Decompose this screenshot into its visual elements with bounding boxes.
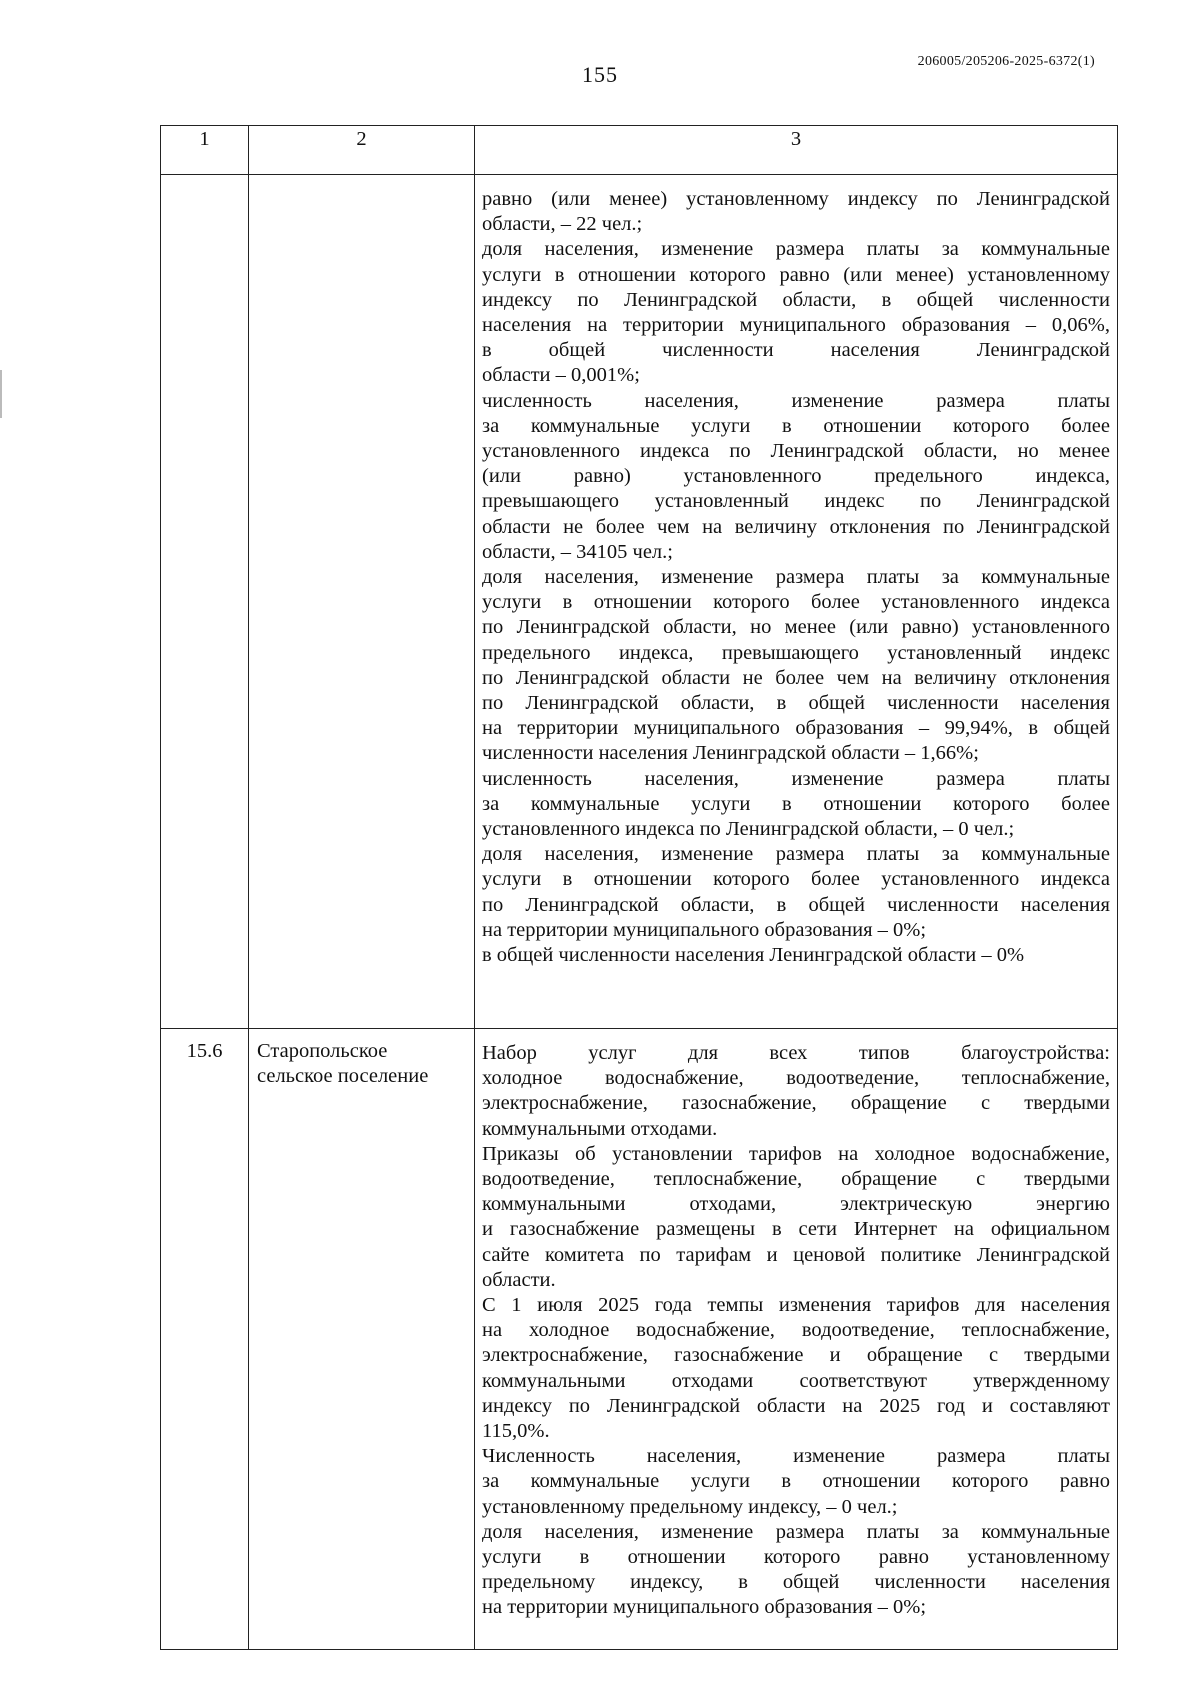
text-line: населения на территории муниципального образования – 0,06%, — [482, 314, 1110, 337]
settlement-name-cell — [249, 175, 475, 1029]
text-line: доля населения, изменение размера платы за коммунальные — [482, 1520, 1110, 1543]
scan-margin-mark — [0, 370, 2, 418]
document-id: 206005/205206-2025-6372(1) — [917, 54, 1095, 69]
text-line: электроснабжение, газоснабжение, обращение с твердыми — [482, 1092, 1110, 1115]
text-line: и газоснабжение размещены в сети Интернет на официальном — [482, 1218, 1110, 1241]
text-line: области. — [482, 1268, 556, 1291]
settlement-name-line: Старопольское — [257, 1040, 388, 1062]
text-line: за коммунальные услуги в отношении которого более — [482, 414, 1110, 437]
text-line: численность населения, изменение размера платы — [482, 767, 1110, 790]
text-line: установленного индекса по Ленинградской области, но менее — [482, 440, 1110, 463]
header-col-1: 1 — [161, 126, 249, 175]
text-line: индексу по Ленинградской области на 2025 год и составляют — [482, 1394, 1110, 1417]
text-line: (или равно) установленного предельного индекса, — [482, 465, 1110, 488]
text-line: установленного индекса по Ленинградской области, – 0 чел.; — [482, 818, 1015, 841]
text-line: услуги в отношении которого более установленного индекса — [482, 868, 1110, 891]
text-line: по Ленинградской области, в общей численности населения — [482, 893, 1110, 916]
text-line: по Ленинградской области не более чем на величину отклонения — [482, 666, 1110, 689]
row-number-cell: 15.6 — [161, 1029, 249, 1650]
header-col-3: 3 — [475, 126, 1118, 175]
text-line: равно (или менее) установленному индексу по Ленинградской — [482, 188, 1110, 210]
text-line: сайте комитета по тарифам и ценовой политике Ленинградской — [482, 1243, 1110, 1266]
text-line: на территории муниципального образования – 0%; — [482, 918, 927, 941]
text-line: предельному индексу, в общей численности населения — [482, 1571, 1110, 1594]
text-line: по Ленинградской области, в общей численности населения — [482, 692, 1110, 715]
text-line: на территории муниципального образования – 0%; — [482, 1596, 927, 1619]
description-cell — [475, 175, 1118, 1029]
text-line: в общей численности населения Ленинградской — [482, 339, 1110, 362]
text-line: численность населения, изменение размера платы — [482, 389, 1110, 412]
page-number: 155 — [582, 62, 618, 87]
text-line: водоотведение, теплоснабжение, обращение с твердыми — [482, 1168, 1110, 1191]
text-line: 115,0%. — [482, 1420, 550, 1443]
text-line: услуги в отношении которого равно (или менее) установленному — [482, 263, 1110, 286]
table-row-15-6 — [161, 1029, 1118, 1650]
text-line: Набор услуг для всех типов благоустройства: — [482, 1042, 1110, 1064]
text-line: за коммунальные услуги в отношении которого равно — [482, 1470, 1110, 1493]
text-line: на холодное водоснабжение, водоотведение, теплоснабжение, — [482, 1319, 1110, 1342]
text-line: области, – 22 чел.; — [482, 213, 643, 236]
text-line: доля населения, изменение размера платы за коммунальные — [482, 238, 1110, 261]
text-line: установленному предельному индексу, – 0 чел.; — [482, 1495, 898, 1518]
text-line: области, – 34105 чел.; — [482, 540, 673, 563]
text-line: Численность населения, изменение размера платы — [482, 1445, 1110, 1468]
row-number-cell — [161, 175, 249, 1029]
description-cell — [475, 1029, 1118, 1650]
text-line: коммунальными отходами. — [482, 1117, 718, 1140]
text-line: коммунальными отходами соответствуют утвержденному — [482, 1369, 1110, 1392]
tariff-table — [160, 125, 1118, 1650]
text-line: индексу по Ленинградской области, в общей численности — [482, 288, 1110, 311]
text-line: Приказы об установлении тарифов на холодное водоснабжение, — [482, 1142, 1110, 1165]
settlement-name-line: сельское поселение — [257, 1065, 429, 1088]
text-line: в общей численности населения Ленинградской области – 0% — [482, 944, 1025, 967]
header-col-2: 2 — [249, 126, 475, 175]
table-header-row — [161, 126, 1118, 175]
text-line: доля населения, изменение размера платы за коммунальные — [482, 843, 1110, 866]
text-line: услуги в отношении которого более установленного индекса — [482, 591, 1110, 614]
text-line: коммунальными отходами, электрическую энергию — [482, 1193, 1110, 1216]
text-line: превышающего установленный индекс по Ленинградской — [482, 490, 1110, 513]
description-lines — [482, 1041, 1110, 1621]
description-lines — [482, 187, 1110, 968]
text-line: электроснабжение, газоснабжение и обращение с твердыми — [482, 1344, 1110, 1367]
text-line: услуги в отношении которого равно установленному — [482, 1546, 1110, 1569]
text-line: холодное водоснабжение, водоотведение, теплоснабжение, — [482, 1067, 1110, 1090]
text-line: области не более чем на величину отклонения по Ленинградской — [482, 515, 1110, 538]
settlement-name-cell — [249, 1029, 475, 1650]
text-line: доля населения, изменение размера платы за коммунальные — [482, 566, 1110, 589]
table-row-continuation — [161, 175, 1118, 1029]
text-line: численности населения Ленинградской области – 1,66%; — [482, 742, 979, 765]
text-line: предельного индекса, превышающего установленный индекс — [482, 641, 1110, 664]
text-line: области – 0,001%; — [482, 364, 640, 387]
text-line: С 1 июля 2025 года темпы изменения тарифов для населения — [482, 1294, 1110, 1317]
text-line: на территории муниципального образования – 99,94%, в общей — [482, 717, 1110, 740]
text-line: по Ленинградской области, но менее (или равно) установленного — [482, 616, 1110, 639]
text-line: за коммунальные услуги в отношении которого более — [482, 792, 1110, 815]
